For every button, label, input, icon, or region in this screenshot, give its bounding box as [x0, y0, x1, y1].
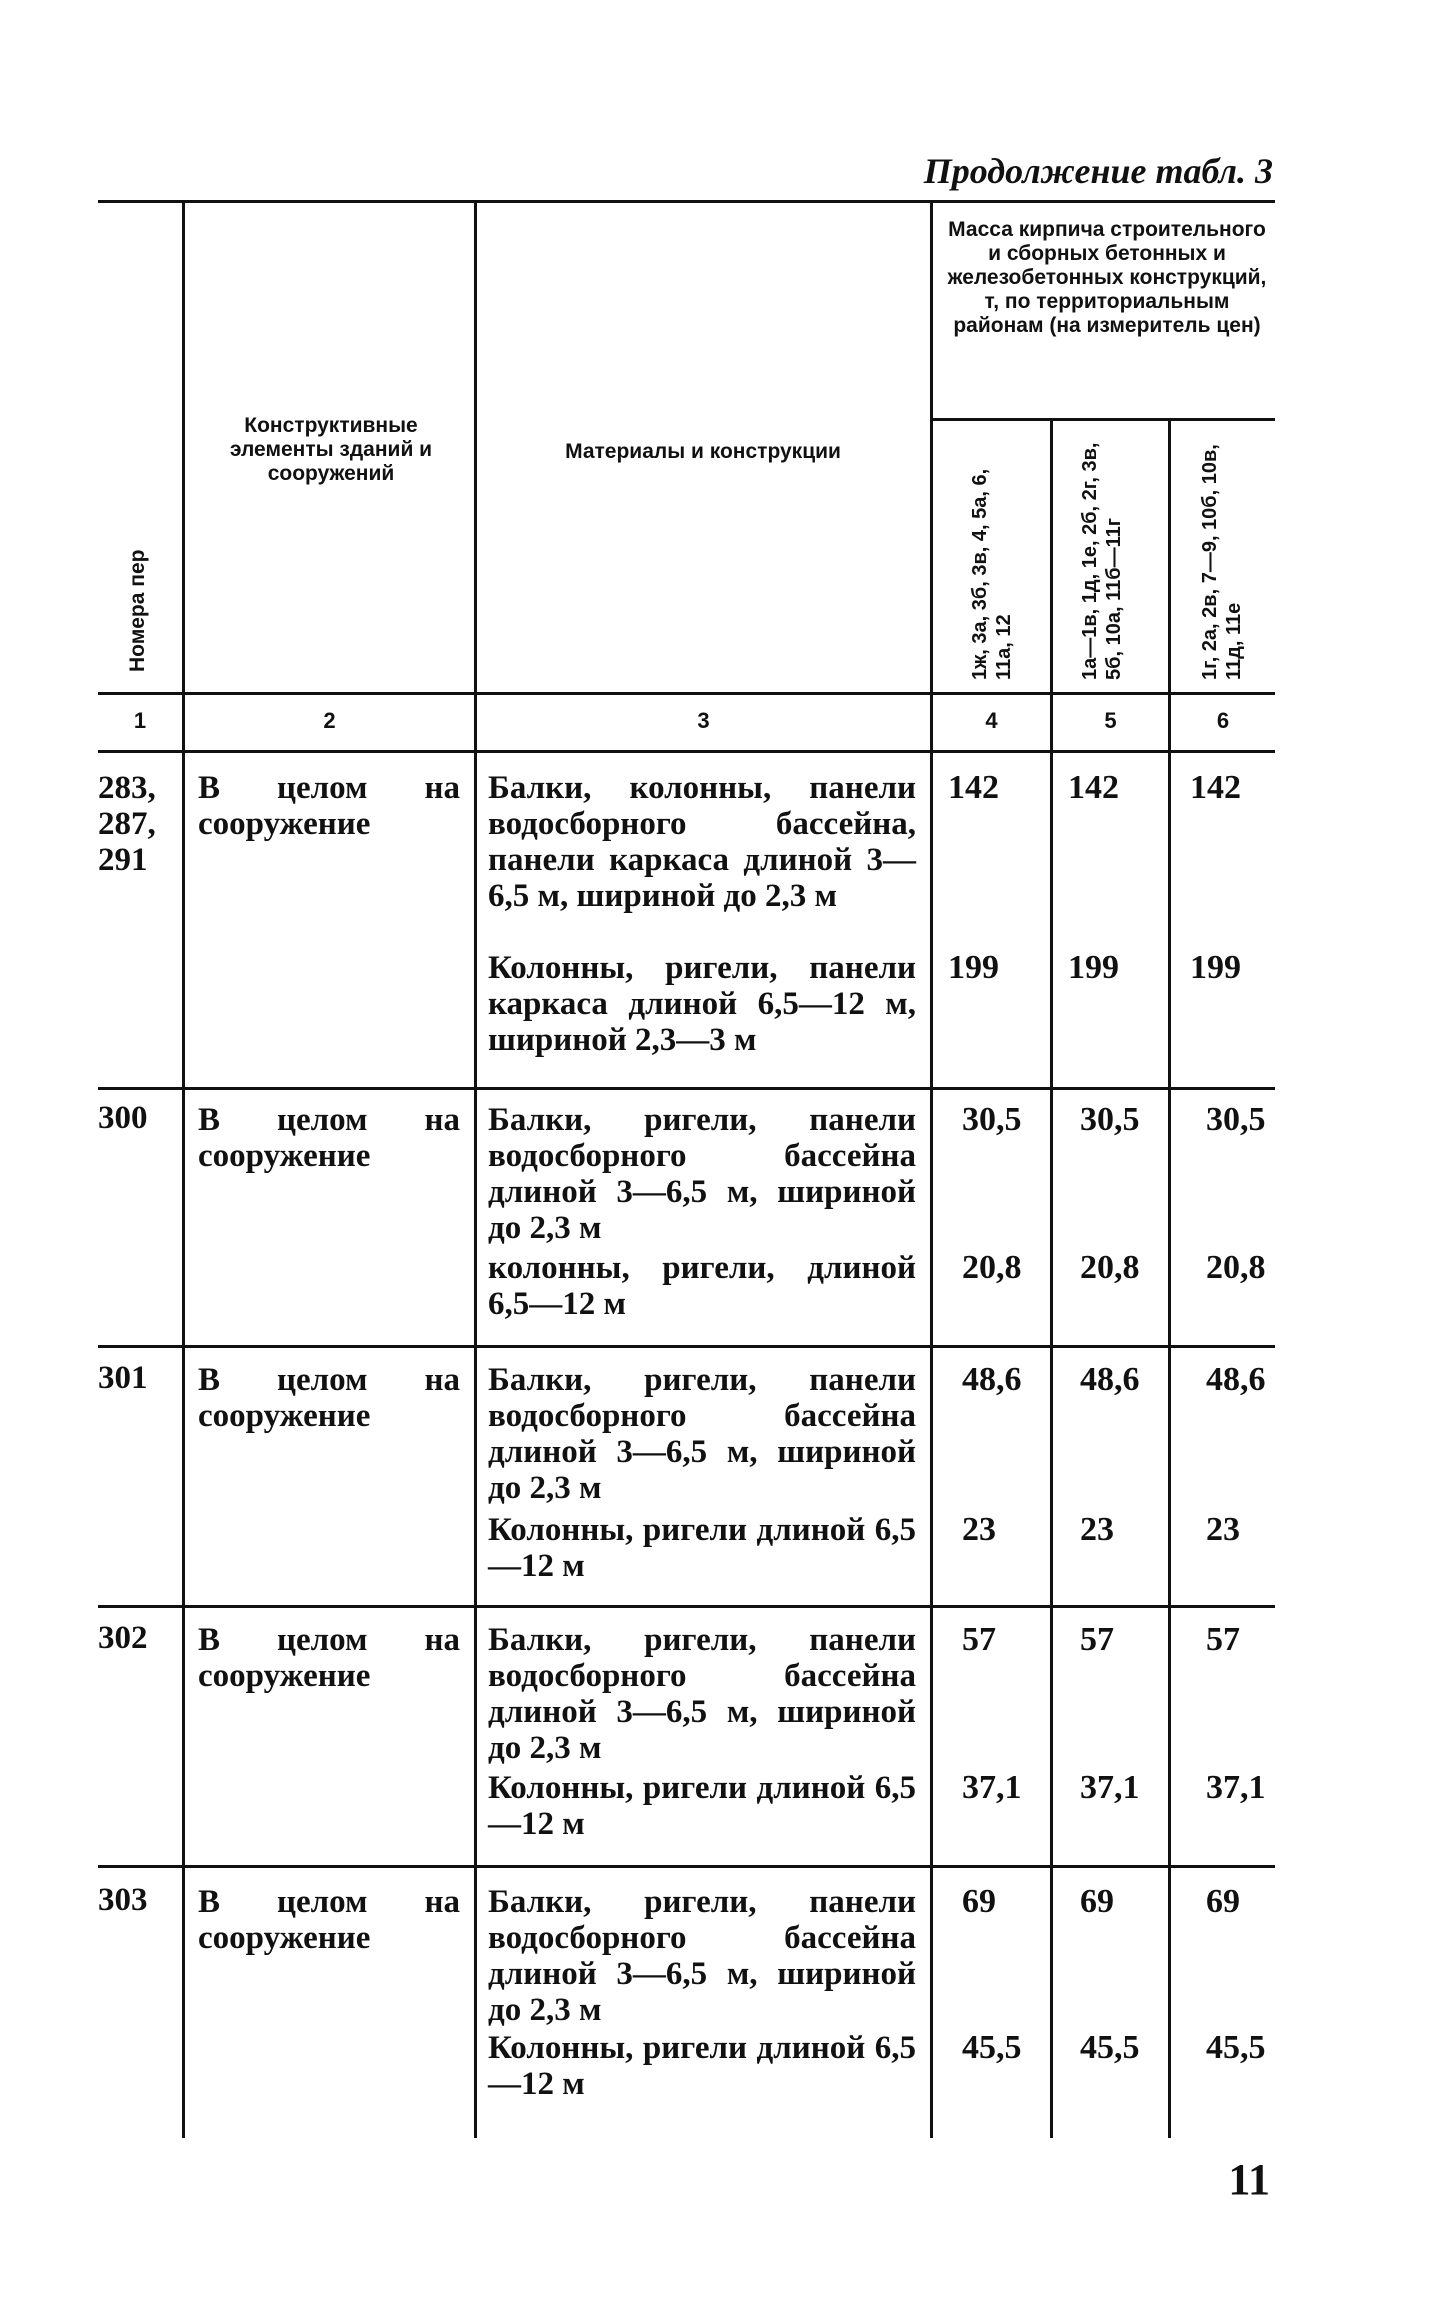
row-number: 302 [98, 1620, 148, 1656]
row-material: Колонны, ригели длиной 6,5—12 м [488, 1770, 916, 1842]
value-col6: 45,5 [1206, 2029, 1266, 2066]
row-number: 300 [98, 1100, 148, 1136]
colnum-bottom-rule [98, 750, 1275, 753]
header-col456-group: Масса кирпича строительного и сборных бетонных и железобетонных конструкций, т, по территориальным районам (на измеритель цен) [947, 218, 1267, 337]
header-col6: 1г, 2а, 2в, 7—9, 10б, 10в, 11д, 11е [1199, 444, 1245, 680]
col-divider [1050, 421, 1053, 2138]
header-col3: Материалы и конструкции [565, 440, 841, 463]
colnum-4: 4 [985, 708, 998, 733]
col-divider [182, 203, 185, 2138]
row-rule [98, 1605, 1275, 1608]
col-divider [1168, 421, 1171, 2138]
value-col6: 69 [1206, 1883, 1240, 1920]
header-col5: 1а—1в, 1д, 1е, 2б, 2г, 3в, 5б, 10а, 11б—11г [1079, 442, 1125, 680]
value-col4: 37,1 [962, 1769, 1022, 1806]
value-col4: 20,8 [962, 1249, 1022, 1286]
value-col4: 30,5 [962, 1101, 1022, 1138]
colnum-1: 1 [133, 708, 147, 733]
value-col5: 20,8 [1080, 1249, 1140, 1286]
row-material: Колонны, ригели длиной 6,5—12 м [488, 1512, 916, 1584]
colnum-3: 3 [697, 708, 710, 733]
value-col4: 23 [962, 1511, 996, 1548]
value-col4: 142 [948, 769, 999, 806]
value-col5: 37,1 [1080, 1769, 1140, 1806]
row-material: Балки, колонны, панели водосборного бассейна, панели каркаса длиной 3—6,5 м, шириной до 2,3 м [488, 770, 916, 914]
value-col5: 69 [1080, 1883, 1114, 1920]
value-col4: 69 [962, 1883, 996, 1920]
value-col6: 199 [1190, 949, 1241, 986]
value-col5: 30,5 [1080, 1101, 1140, 1138]
col-divider [930, 203, 933, 2138]
header-col2: Конструктивные элементы зданий и сооружений [229, 414, 433, 485]
row-element: В целом на сооружение [198, 1884, 460, 1956]
continuation-label: Продолжение табл. 3 [923, 151, 1273, 191]
value-col6: 142 [1190, 769, 1241, 806]
row-material: Балки, ригели, панели водосборного бассейна длиной 3—6,5 м, шириной до 2,3 м [488, 1884, 916, 2028]
value-col5: 142 [1068, 769, 1119, 806]
row-element: В целом на сооружение [198, 1362, 460, 1434]
colnum-6: 6 [1216, 708, 1230, 733]
header-col4: 1ж, 3а, 3б, 3в, 4, 5а, 6, 11а, 12 [969, 468, 1015, 680]
row-material: Балки, ригели, панели водосборного бассейна длиной 3—6,5 м, шириной до 2,3 м [488, 1102, 916, 1246]
value-col6: 37,1 [1206, 1769, 1266, 1806]
colnum-5: 5 [1104, 708, 1117, 733]
row-rule [98, 1087, 1275, 1090]
value-col4: 199 [948, 949, 999, 986]
value-col6: 23 [1206, 1511, 1240, 1548]
value-col4: 57 [962, 1621, 996, 1658]
value-col6: 57 [1206, 1621, 1240, 1658]
value-col6: 48,6 [1206, 1361, 1266, 1398]
value-col5: 57 [1080, 1621, 1114, 1658]
row-number: 303 [98, 1882, 148, 1918]
value-col5: 23 [1080, 1511, 1114, 1548]
col-divider [474, 203, 477, 2138]
row-material: Колонны, ригели, панели каркаса длиной 6,5—12 м, шириной 2,3—3 м [488, 950, 916, 1058]
row-element: В целом на сооружение [198, 770, 460, 842]
row-element: В целом на сооружение [198, 1622, 460, 1694]
row-number: 283, 287, 291 [98, 770, 156, 878]
value-col5: 45,5 [1080, 2029, 1140, 2066]
value-col5: 48,6 [1080, 1361, 1140, 1398]
header-bottom-rule [98, 692, 1275, 695]
row-rule [98, 1865, 1275, 1868]
colnum-2: 2 [323, 708, 336, 733]
row-rule [98, 1345, 1275, 1348]
value-col4: 48,6 [962, 1361, 1022, 1398]
row-material: Колонны, ригели длиной 6,5—12 м [488, 2030, 916, 2102]
row-material: Балки, ригели, панели водосборного бассейна длиной 3—6,5 м, шириной до 2,3 м [488, 1362, 916, 1506]
header-col1: Номера пер [126, 549, 149, 672]
row-material: Балки, ригели, панели водосборного бассейна длиной 3—6,5 м, шириной до 2,3 м [488, 1622, 916, 1766]
value-col4: 45,5 [962, 2029, 1022, 2066]
row-material: колонны, ригели, длиной 6,5—12 м [488, 1250, 916, 1322]
table-top-rule [98, 200, 1275, 203]
value-col6: 20,8 [1206, 1249, 1266, 1286]
row-number: 301 [98, 1360, 148, 1396]
group-header-rule [932, 418, 1275, 421]
page-number: 11 [1228, 2155, 1270, 2204]
value-col6: 30,5 [1206, 1101, 1266, 1138]
row-element: В целом на сооружение [198, 1102, 460, 1174]
value-col5: 199 [1068, 949, 1119, 986]
